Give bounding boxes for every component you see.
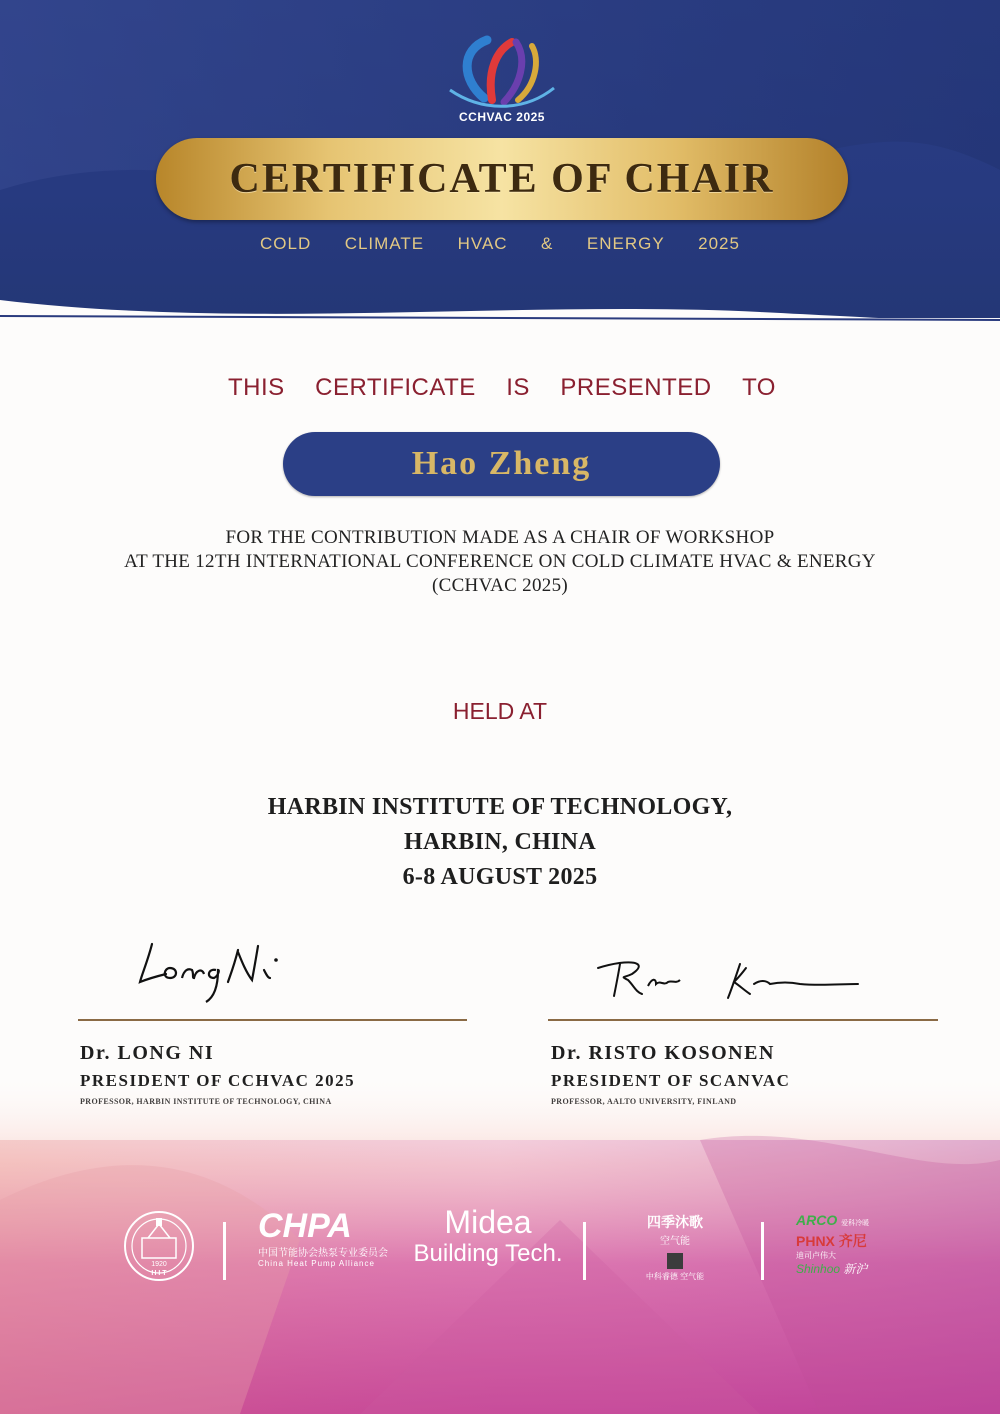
signature-risto-kosonen (590, 950, 870, 1010)
subtitle-word: HVAC (457, 234, 508, 253)
hit-year: 1920 (151, 1261, 167, 1268)
hit-emblem (118, 1208, 200, 1284)
subtitle-word: CLIMATE (344, 234, 425, 253)
signature-line-right (548, 1019, 938, 1021)
siji-sub: 空气能 (660, 1236, 690, 1247)
signer-name-left: Dr. LONG NI (80, 1042, 215, 1064)
logo-text: CCHVAC 2025 (459, 110, 545, 124)
presented-word: THIS (228, 374, 285, 401)
venue-line: HARBIN, CHINA (404, 829, 596, 855)
midea-logo (408, 1204, 568, 1268)
sponsor-divider (761, 1222, 764, 1280)
shinhoo-cn: 新沪 (843, 1262, 868, 1276)
cchvac-logo-icon (432, 30, 572, 115)
midea-sub: Building Tech. (413, 1240, 563, 1267)
sponsor-divider (223, 1222, 226, 1280)
chpa-cn: 中国节能协会热泵专业委员会 (258, 1248, 388, 1259)
conference-subtitle (260, 234, 740, 254)
contribution-line: FOR THE CONTRIBUTION MADE AS A CHAIR OF WORKSHOP (225, 527, 775, 548)
subtitle-word: COLD (260, 234, 312, 253)
presented-word: IS (506, 374, 530, 401)
siji-partner-cn: 中科睿德 (645, 1272, 678, 1281)
hit-letters: H I T (151, 1270, 167, 1277)
presented-heading (228, 374, 776, 402)
siji-cn: 四季沐歌 (647, 1214, 703, 1230)
contribution-line: AT THE 12TH INTERNATIONAL CONFERENCE ON COLD CLIMATE HVAC & ENERGY (124, 551, 876, 572)
shinhoo-name: Shinhoo (796, 1262, 841, 1276)
held-at-heading: HELD AT (452, 698, 548, 724)
presented-word: CERTIFICATE (315, 374, 476, 401)
signature-long-ni (130, 930, 320, 1010)
subtitle-word: & (541, 234, 554, 253)
phnx-name: PHNX (796, 1233, 835, 1249)
chpa-name: CHPA (258, 1207, 352, 1245)
contribution-line: (CCHVAC 2025) (431, 575, 569, 596)
certificate-title: CERTIFICATE OF CHAIR (229, 156, 775, 202)
mid-cn: 迪司卢伟大 (796, 1251, 836, 1260)
signature-line-left (78, 1019, 467, 1021)
arco-name: ARCO (796, 1212, 838, 1228)
cchvac-logo (432, 30, 572, 125)
phnx-cn: 齐尼 (838, 1233, 867, 1249)
subtitle-word: 2025 (698, 234, 740, 253)
recipient-banner (283, 432, 720, 496)
title-banner (156, 138, 848, 220)
sponsor-divider (583, 1222, 586, 1280)
midea-name: Midea (444, 1204, 532, 1240)
recipient-name: Hao Zheng (411, 445, 592, 482)
presented-word: PRESENTED (560, 374, 712, 401)
venue-line: 6-8 AUGUST 2025 (402, 864, 598, 890)
partner-logos (796, 1212, 896, 1276)
subtitle-word: ENERGY (586, 234, 665, 253)
venue-line: HARBIN INSTITUTE OF TECHNOLOGY, (267, 794, 733, 820)
chpa-logo (258, 1208, 388, 1268)
chpa-en: China Heat Pump Alliance (258, 1259, 375, 1268)
contribution-statement (40, 526, 960, 598)
siji-partner-sub: 空气能 (680, 1272, 705, 1281)
signer-name-right: Dr. RISTO KOSONEN (551, 1042, 775, 1064)
zkrd-icon (667, 1253, 683, 1269)
presented-word: TO (742, 374, 776, 401)
siji-logo (630, 1212, 720, 1282)
arco-cn: 爱科冷暖 (841, 1220, 870, 1227)
venue-block (150, 790, 850, 895)
